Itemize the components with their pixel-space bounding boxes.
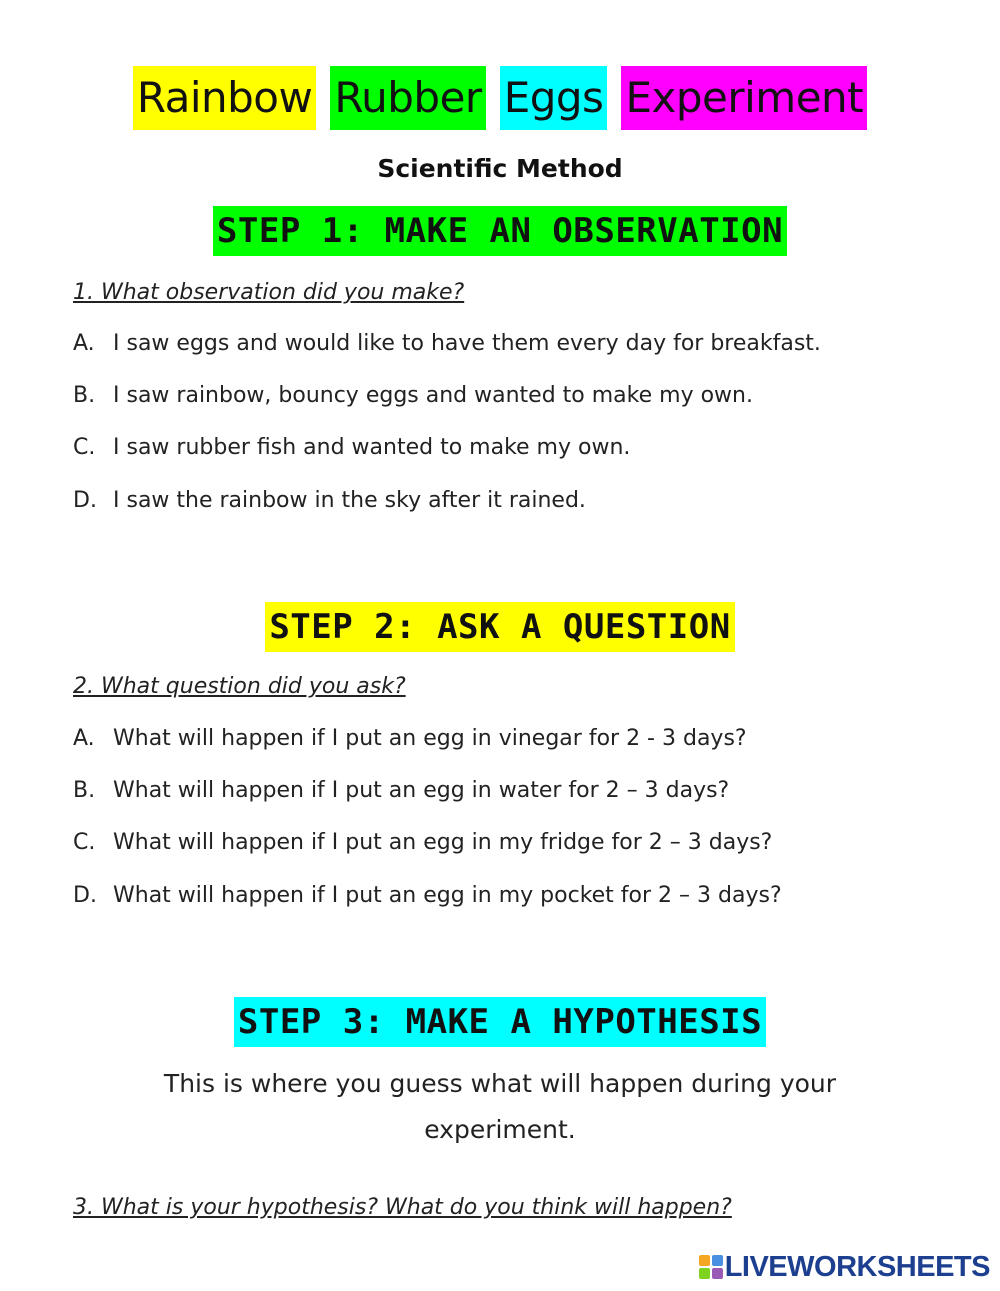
option-letter: A. [73, 726, 95, 751]
option-2c[interactable] [73, 830, 772, 855]
logo-text: LIVEWORKSHEETS [724, 1251, 990, 1283]
option-letter: D. [73, 883, 97, 908]
option-1a[interactable] [73, 331, 821, 356]
option-letter: B. [73, 778, 96, 803]
hypothesis-description-line-2: experiment. [424, 1115, 576, 1144]
option-text: What will happen if I put an egg in my pocket for 2 – 3 days? [113, 883, 782, 908]
step-1-header-label: STEP 1: MAKE AN OBSERVATION [213, 206, 787, 256]
option-letter: C. [73, 435, 96, 460]
option-letter: A. [73, 331, 95, 356]
logo-grid-icon [699, 1255, 723, 1279]
option-1b[interactable] [73, 383, 753, 408]
option-text: I saw rubber fish and wanted to make my own. [113, 435, 631, 460]
hypothesis-description-line-1: This is where you guess what will happen during your [163, 1069, 837, 1098]
title-word-rubber: Rubber [330, 66, 485, 130]
option-text: What will happen if I put an egg in water for 2 – 3 days? [113, 778, 730, 803]
option-text: I saw rainbow, bouncy eggs and wanted to make my own. [113, 383, 753, 408]
hypothesis-description [0, 1061, 1000, 1153]
step-3-header [0, 997, 1000, 1047]
subtitle: Scientific Method [377, 154, 623, 183]
option-letter: D. [73, 488, 97, 513]
option-text: What will happen if I put an egg in vinegar for 2 - 3 days? [113, 726, 747, 751]
question-3: 3. What is your hypothesis? What do you think will happen? [73, 1195, 732, 1220]
option-2a[interactable] [73, 726, 747, 751]
option-2d[interactable] [73, 883, 782, 908]
step-3-header-label: STEP 3: MAKE A HYPOTHESIS [234, 997, 766, 1047]
title-word-rainbow: Rainbow [133, 66, 317, 130]
option-text: I saw eggs and would like to have them every day for breakfast. [113, 331, 821, 356]
step-2-header-label: STEP 2: ASK A QUESTION [265, 602, 734, 652]
option-2b[interactable] [73, 778, 729, 803]
title-word-experiment: Experiment [621, 66, 867, 130]
title-word-eggs: Eggs [500, 66, 608, 130]
option-1d[interactable] [73, 488, 586, 513]
option-text: What will happen if I put an egg in my fridge for 2 – 3 days? [113, 830, 773, 855]
liveworksheets-logo[interactable] [699, 1252, 990, 1282]
worksheet-title [0, 66, 1000, 130]
option-1c[interactable] [73, 435, 630, 460]
option-text: I saw the rainbow in the sky after it rained. [113, 488, 586, 513]
option-letter: C. [73, 830, 96, 855]
option-letter: B. [73, 383, 96, 408]
question-2: 2. What question did you ask? [73, 674, 406, 699]
step-1-header [0, 206, 1000, 256]
step-2-header [0, 602, 1000, 652]
question-1: 1. What observation did you make? [73, 280, 465, 305]
